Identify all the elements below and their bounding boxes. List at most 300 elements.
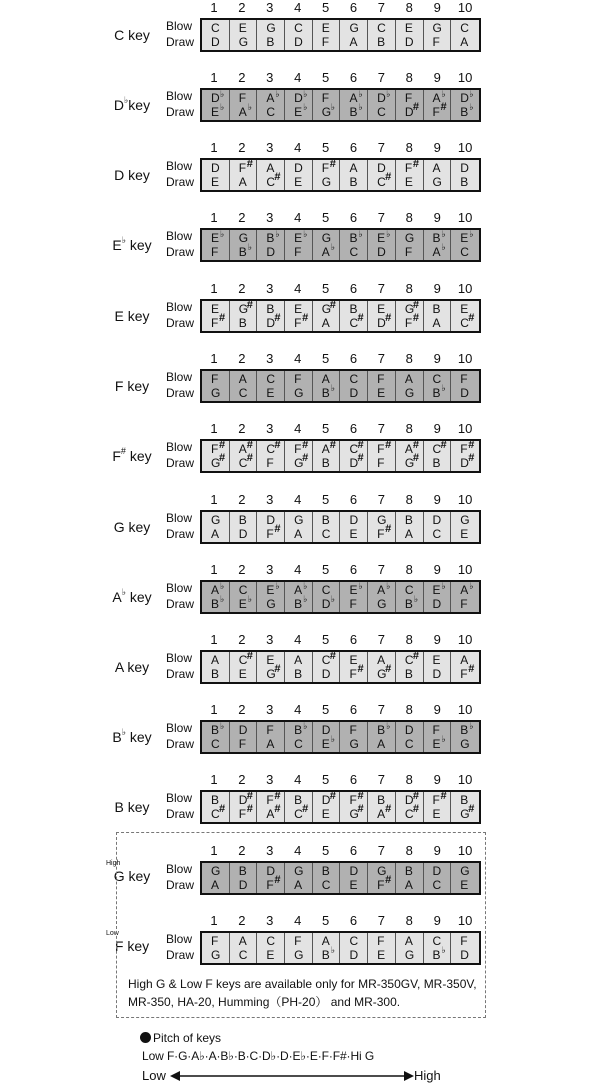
key-name: E: [112, 237, 122, 253]
draw-note: E: [432, 807, 441, 821]
hole-cell: [313, 20, 341, 50]
hole-cell: [368, 441, 396, 471]
blow-accidental: #: [274, 790, 281, 802]
draw-accidental: #: [385, 803, 392, 815]
key-name: C: [114, 27, 125, 43]
blow-note: D: [460, 161, 469, 175]
blow-note: F: [211, 372, 219, 386]
draw-note: D: [377, 316, 386, 330]
key-name: B: [112, 729, 122, 745]
draw-note: G: [460, 737, 470, 751]
hole-cell: [285, 371, 313, 401]
blow-note: G: [294, 513, 304, 527]
hole-number: 2: [238, 140, 246, 155]
double-arrow-icon: [170, 1070, 414, 1082]
hole-cell: [257, 301, 285, 331]
blow-note: A: [211, 583, 220, 597]
draw-note: B: [321, 948, 330, 962]
key-label: [100, 448, 164, 464]
hole-cell: [340, 230, 368, 260]
blow-note: B: [294, 723, 303, 737]
hole-cell: [340, 20, 368, 50]
hole-number: 4: [294, 210, 302, 225]
hole-cell: [340, 441, 368, 471]
hole-cell: [396, 160, 424, 190]
draw-accidental: #: [385, 312, 392, 324]
blow-accidental: ♭: [469, 581, 474, 591]
key-block-db: [0, 70, 602, 138]
row-label-draw: Draw: [166, 105, 195, 119]
blow-accidental: ♭: [358, 89, 363, 99]
blow-accidental: ♭: [441, 89, 446, 99]
blow-note: C: [404, 653, 414, 667]
blow-note: E: [432, 583, 441, 597]
hole-cell: [285, 160, 313, 190]
hole-cell: [368, 230, 396, 260]
hole-number: 9: [433, 562, 441, 577]
key-block-bb: [0, 702, 602, 770]
draw-accidental: ♭: [303, 102, 308, 112]
row-label-blow: Blow: [166, 440, 193, 454]
draw-note: D: [266, 245, 276, 259]
key-suffix: key: [125, 729, 152, 745]
blow-note: G: [321, 302, 332, 316]
draw-accidental: #: [440, 101, 447, 113]
hole-number: 3: [266, 281, 274, 296]
hole-cell: [313, 230, 341, 260]
blow-note: B: [238, 864, 247, 878]
blow-accidental: ♭: [303, 229, 308, 239]
blow-note: E: [238, 21, 247, 35]
blow-accidental: #: [412, 650, 419, 662]
draw-note: G: [321, 105, 332, 119]
hole-number: 10: [457, 562, 473, 577]
legend-low-label: Low: [142, 1068, 166, 1083]
draw-accidental: #: [302, 452, 309, 464]
draw-note: B: [238, 316, 247, 330]
hole-number: 10: [457, 702, 473, 717]
hole-cell: [396, 722, 424, 752]
blow-note: D: [294, 161, 303, 175]
blow-note: D: [460, 91, 469, 105]
hole-number: 9: [433, 492, 441, 507]
blow-note: C: [266, 934, 276, 948]
row-label-draw: Draw: [166, 737, 195, 751]
draw-note: B: [294, 597, 303, 611]
blow-accidental: #: [468, 439, 475, 451]
draw-note: G: [404, 456, 415, 470]
hole-cell: [340, 90, 368, 120]
hole-cell: [230, 512, 258, 542]
draw-note: C: [460, 245, 469, 259]
blow-accidental: #: [440, 790, 447, 802]
draw-accidental: ♭: [330, 734, 335, 744]
blow-note: E: [294, 231, 303, 245]
hole-number: 9: [433, 0, 441, 15]
key-block-e: [0, 281, 602, 349]
hole-cell: [257, 441, 285, 471]
draw-accidental: ♭: [441, 734, 446, 744]
row-label-draw: Draw: [166, 597, 195, 611]
hole-cell: [313, 90, 341, 120]
draw-note: F: [404, 245, 413, 259]
hole-numbers: [200, 632, 480, 648]
hole-number: 8: [405, 843, 413, 858]
blow-accidental: ♭: [220, 229, 225, 239]
hole-number: 10: [457, 210, 473, 225]
row-label-draw: Draw: [166, 386, 195, 400]
hole-numbers: [200, 772, 480, 788]
hole-number: 2: [238, 281, 246, 296]
blow-note: E: [266, 583, 275, 597]
draw-accidental: #: [468, 663, 475, 675]
blow-note: C: [349, 372, 359, 386]
draw-note: A: [266, 807, 275, 821]
draw-note: C: [238, 948, 248, 962]
key-suffix: key: [125, 237, 152, 253]
blow-accidental: ♭: [275, 89, 280, 99]
hole-number: 7: [377, 913, 385, 928]
blow-note: D: [377, 161, 386, 175]
blow-accidental: ♭: [358, 581, 363, 591]
blow-note: C: [294, 21, 303, 35]
draw-note: F: [349, 667, 357, 681]
blow-note: D: [266, 864, 276, 878]
hole-number: 5: [321, 0, 330, 15]
blow-note: E: [404, 21, 413, 35]
blow-note: G: [211, 864, 221, 878]
draw-note: F: [377, 527, 385, 541]
draw-accidental: #: [357, 452, 364, 464]
hole-number: 6: [349, 562, 358, 577]
key-name: G: [113, 519, 125, 535]
draw-note: G: [211, 948, 221, 962]
hole-number: 4: [294, 351, 302, 366]
draw-note: B: [460, 175, 469, 189]
blow-note: G: [238, 302, 249, 316]
draw-note: G: [432, 175, 442, 189]
hole-cell: [368, 90, 396, 120]
key-label: [100, 308, 164, 324]
blow-accidental: #: [274, 439, 281, 451]
blow-note: D: [349, 864, 359, 878]
hole-number: 4: [294, 562, 302, 577]
key-suffix: key: [124, 27, 150, 43]
hole-number: 4: [294, 70, 302, 85]
hole-number: 5: [321, 210, 330, 225]
blow-note: A: [460, 583, 469, 597]
draw-note: D: [349, 456, 359, 470]
draw-accidental: ♭: [330, 242, 335, 252]
row-labels: [166, 580, 200, 612]
blow-note: B: [349, 231, 358, 245]
draw-note: C: [377, 105, 386, 119]
draw-note: C: [321, 878, 331, 892]
draw-note: C: [211, 807, 220, 821]
key-suffix: key: [124, 519, 151, 535]
draw-note: E: [460, 527, 469, 541]
key-suffix: key: [123, 659, 150, 675]
hole-number: 5: [321, 772, 330, 787]
blow-note: C: [238, 583, 248, 597]
hole-number: 3: [266, 140, 274, 155]
hole-cell: [285, 230, 313, 260]
draw-note: F: [377, 456, 385, 470]
blow-note: B: [238, 513, 247, 527]
draw-note: E: [460, 878, 469, 892]
blow-accidental: ♭: [303, 89, 308, 99]
draw-note: D: [321, 667, 331, 681]
blow-note: F: [294, 934, 302, 948]
hole-number: 7: [377, 210, 385, 225]
blow-note: C: [349, 934, 359, 948]
row-labels: [166, 228, 200, 260]
hole-number: 5: [321, 843, 330, 858]
hole-cell: [313, 512, 341, 542]
hole-number: 8: [405, 632, 413, 647]
hole-cell: [451, 652, 479, 682]
draw-accidental: ♭: [247, 242, 252, 252]
hole-cell: [396, 512, 424, 542]
hole-cell: [340, 722, 368, 752]
draw-note: F: [266, 527, 274, 541]
hole-cell: [451, 792, 479, 822]
draw-note: B: [404, 667, 413, 681]
hole-number: 9: [433, 702, 441, 717]
hole-number: 1: [210, 632, 218, 647]
draw-note: D: [238, 527, 248, 541]
blow-note: A: [460, 653, 469, 667]
hole-cell: [368, 792, 396, 822]
key-accidental: ♭: [121, 727, 126, 738]
draw-note: G: [211, 456, 221, 470]
hole-cell: [368, 160, 396, 190]
hole-cell: [340, 301, 368, 331]
draw-note: E: [377, 948, 386, 962]
hole-cell: [202, 20, 230, 50]
row-label-blow: Blow: [166, 89, 193, 103]
hole-cell: [257, 230, 285, 260]
hole-cell: [368, 301, 396, 331]
hole-cell: [257, 371, 285, 401]
draw-note: B: [266, 35, 275, 49]
hole-cell: [202, 441, 230, 471]
row-labels: [166, 439, 200, 471]
row-label-blow: Blow: [166, 229, 193, 243]
key-name: F: [112, 448, 121, 464]
blow-note: B: [432, 302, 441, 316]
hole-number: 6: [349, 421, 358, 436]
draw-note: B: [460, 105, 469, 119]
blow-note: F: [460, 934, 468, 948]
hole-number: 3: [266, 843, 274, 858]
hole-numbers: [200, 70, 480, 86]
hole-number: 1: [210, 210, 218, 225]
blow-accidental: ♭: [469, 229, 474, 239]
blow-note: E: [460, 231, 469, 245]
draw-note: B: [349, 175, 358, 189]
row-label-draw: Draw: [166, 948, 195, 962]
hole-number: 1: [210, 772, 218, 787]
hole-number: 6: [349, 351, 358, 366]
hole-cell: [257, 512, 285, 542]
hole-cell: [451, 722, 479, 752]
blow-accidental: #: [385, 439, 392, 451]
blow-note: A: [432, 91, 441, 105]
draw-accidental: #: [385, 874, 392, 886]
blow-accidental: ♭: [386, 721, 391, 731]
blow-accidental: #: [412, 790, 419, 802]
hole-number: 5: [321, 702, 330, 717]
hole-number: 1: [210, 492, 218, 507]
row-labels: [166, 790, 200, 822]
draw-note: A: [266, 737, 275, 751]
key-suffix: key: [128, 97, 151, 113]
row-label-blow: Blow: [166, 19, 193, 33]
hole-number: 4: [294, 421, 302, 436]
hole-number: 10: [457, 0, 473, 15]
draw-accidental: ♭: [220, 594, 225, 604]
hole-numbers: [200, 281, 480, 297]
hole-number: 6: [349, 492, 358, 507]
note-grid: [200, 299, 481, 333]
blow-accidental: ♭: [303, 721, 308, 731]
key-name: A: [112, 589, 122, 605]
hole-cell: [285, 722, 313, 752]
key-suffix: key: [124, 167, 150, 183]
draw-note: F: [238, 737, 247, 751]
hole-cell: [396, 20, 424, 50]
note-grid: [200, 510, 481, 544]
blow-accidental: #: [357, 790, 364, 802]
hole-number: 10: [457, 70, 473, 85]
hole-number: 7: [377, 0, 385, 15]
draw-note: A: [404, 878, 413, 892]
blow-note: E: [321, 21, 330, 35]
draw-note: D: [349, 386, 359, 400]
blow-accidental: #: [219, 439, 226, 451]
hole-cell: [285, 582, 313, 612]
blow-note: E: [294, 302, 303, 316]
note-grid: [200, 228, 481, 262]
hole-cell: [285, 301, 313, 331]
blow-note: D: [321, 723, 331, 737]
hole-cell: [202, 371, 230, 401]
key-accidental: #: [120, 446, 126, 457]
hole-cell: [230, 722, 258, 752]
hole-number: 8: [405, 702, 413, 717]
draw-note: A: [432, 316, 441, 330]
hole-number: 1: [210, 281, 218, 296]
draw-note: C: [238, 456, 248, 470]
draw-note: D: [321, 597, 331, 611]
hole-number: 6: [349, 210, 358, 225]
hole-cell: [424, 301, 452, 331]
hole-cell: [396, 301, 424, 331]
blow-accidental: ♭: [220, 721, 225, 731]
draw-note: G: [460, 807, 470, 821]
draw-note: D: [460, 948, 469, 962]
draw-note: A: [349, 35, 358, 49]
blow-note: E: [432, 653, 441, 667]
draw-accidental: #: [412, 101, 419, 113]
blow-note: B: [432, 231, 441, 245]
hole-cell: [202, 512, 230, 542]
draw-accidental: #: [385, 523, 392, 535]
hole-cell: [230, 20, 258, 50]
legend-title-text: Pitch of keys: [153, 1031, 222, 1045]
draw-note: D: [349, 948, 359, 962]
blow-accidental: #: [246, 650, 253, 662]
hole-number: 6: [349, 70, 358, 85]
blow-note: C: [404, 583, 414, 597]
hole-cell: [313, 652, 341, 682]
hole-number: 1: [210, 0, 218, 15]
hole-number: 3: [266, 0, 274, 15]
hole-cell: [424, 722, 452, 752]
hole-cell: [340, 512, 368, 542]
hole-cell: [424, 90, 452, 120]
hole-cell: [368, 512, 396, 542]
blow-note: F: [349, 723, 357, 737]
blow-note: B: [377, 723, 386, 737]
blow-note: A: [211, 653, 220, 667]
draw-note: B: [404, 597, 413, 611]
blow-note: C: [266, 442, 276, 456]
blow-note: D: [432, 864, 442, 878]
draw-note: G: [377, 667, 387, 681]
blow-accidental: #: [412, 158, 419, 170]
hole-number: 10: [457, 913, 473, 928]
draw-note: G: [404, 386, 415, 400]
hole-number: 2: [238, 772, 246, 787]
key-label: [100, 167, 164, 183]
hole-number: 3: [266, 492, 274, 507]
blow-note: F: [404, 91, 413, 105]
hole-cell: [202, 652, 230, 682]
hole-number: 3: [266, 210, 274, 225]
hole-cell: [202, 722, 230, 752]
draw-note: G: [211, 386, 221, 400]
hole-cell: [451, 230, 479, 260]
hole-number: 9: [433, 843, 441, 858]
blow-note: G: [321, 231, 332, 245]
blow-note: C: [460, 21, 469, 35]
hole-number: 3: [266, 913, 274, 928]
blow-note: F: [404, 161, 413, 175]
hole-numbers: [200, 0, 480, 16]
draw-note: D: [460, 386, 469, 400]
draw-note: E: [294, 175, 303, 189]
hole-number: 3: [266, 702, 274, 717]
key-suffix: key: [125, 589, 152, 605]
blow-note: F: [211, 934, 219, 948]
hole-number: 5: [321, 351, 330, 366]
blow-note: F: [460, 372, 468, 386]
row-label-draw: Draw: [166, 878, 195, 892]
hole-cell: [230, 90, 258, 120]
hole-numbers: [200, 562, 480, 578]
blow-note: A: [294, 583, 303, 597]
hole-number: 4: [294, 702, 302, 717]
hole-number: 8: [405, 281, 413, 296]
row-label-draw: Draw: [166, 807, 195, 821]
hole-cell: [313, 441, 341, 471]
blow-accidental: ♭: [441, 229, 446, 239]
hole-number: 10: [457, 421, 473, 436]
hole-number: 7: [377, 140, 385, 155]
draw-note: G: [294, 948, 304, 962]
